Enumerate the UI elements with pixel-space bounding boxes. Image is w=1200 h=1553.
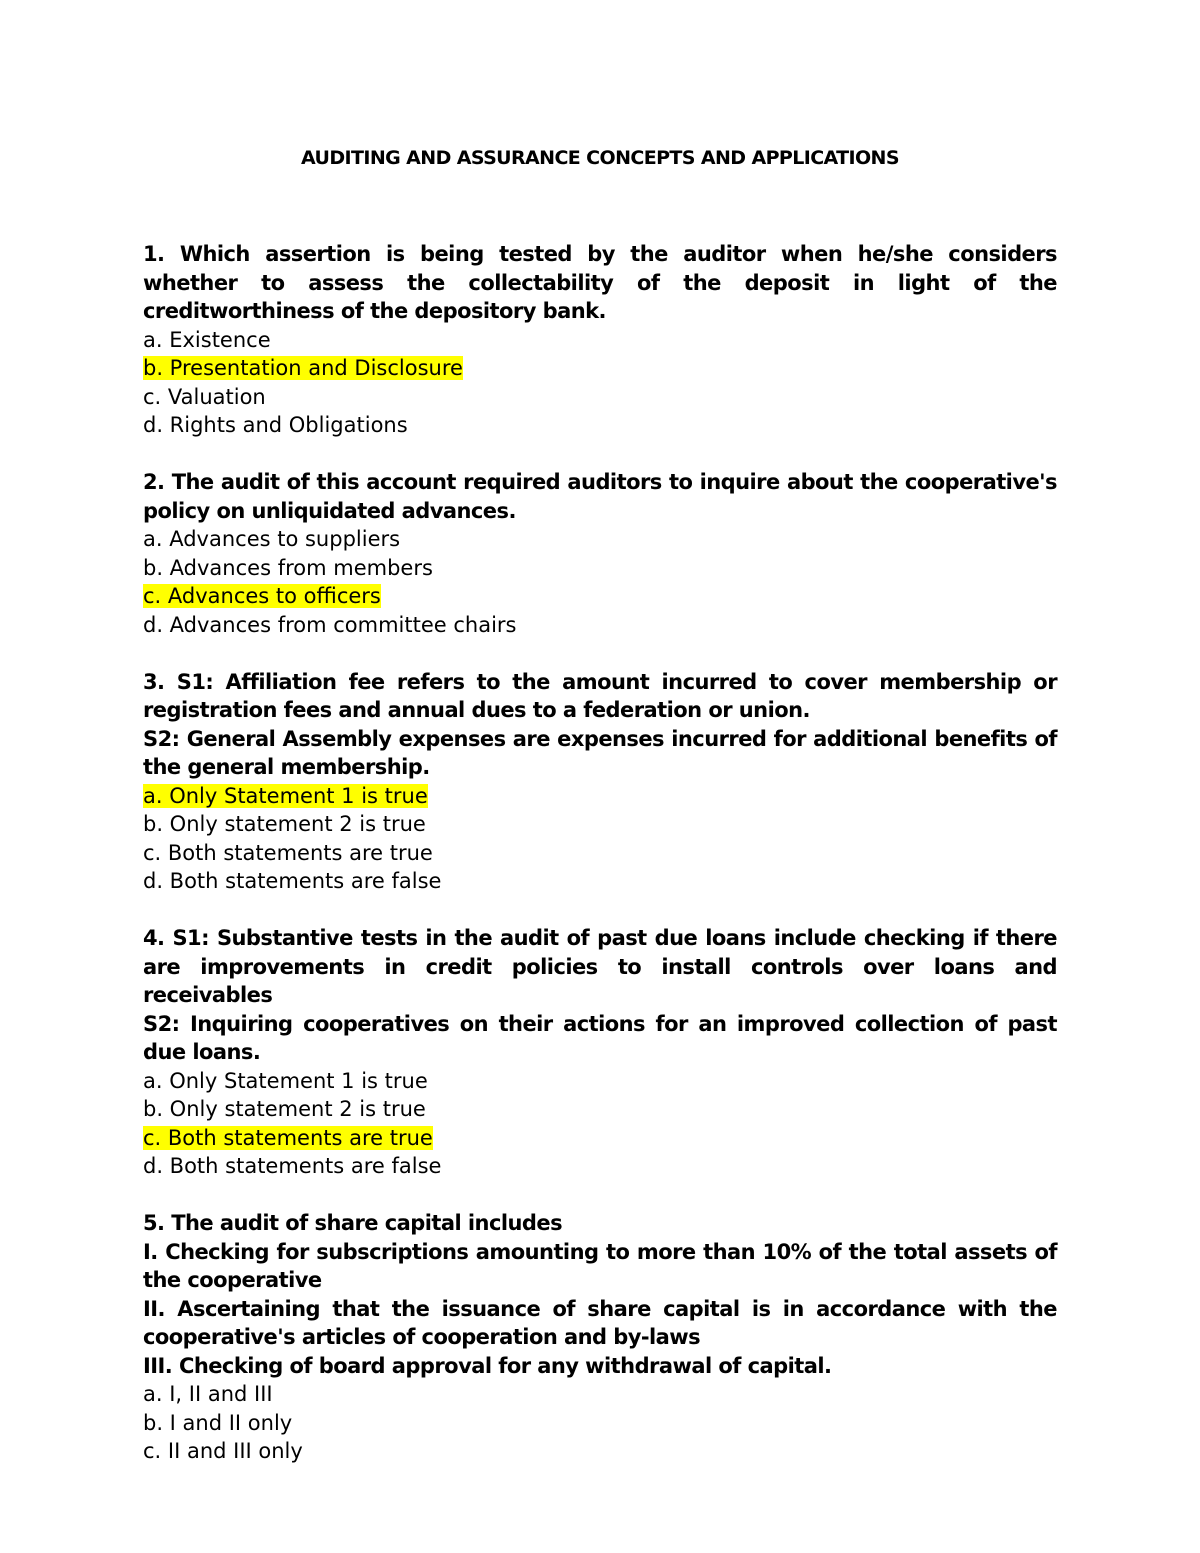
- answer-option-text: b. Only statement 2 is true: [143, 1097, 426, 1121]
- answer-option: [143, 810, 1057, 839]
- answer-option-text: c. II and III only: [143, 1439, 303, 1463]
- answer-option-text: c. Advances to officers: [143, 584, 381, 608]
- question-stem: 3. S1: Affiliation fee refers to the amount incurred to cover membership or registration fees and annual dues to a federation or union.: [143, 669, 1057, 722]
- question-list: [143, 240, 1057, 1466]
- question-statement: III. Checking of board approval for any withdrawal of capital.: [143, 1353, 832, 1378]
- answer-option-text: a. Advances to suppliers: [143, 527, 401, 551]
- answer-option-text: a. Only Statement 1 is true: [143, 783, 428, 808]
- answer-option-text: b. Advances from members: [143, 555, 433, 580]
- answer-option-text: b. Presentation and Disclosure: [143, 356, 463, 380]
- answer-option-text: d. Advances from committee chairs: [143, 612, 517, 637]
- question-statement: S2: Inquiring cooperatives on their actions for an improved collection of past due loans.: [143, 1011, 1057, 1064]
- answer-option: [143, 1152, 1057, 1181]
- answer-option-highlighted: [143, 782, 1057, 811]
- answer-option: [143, 1380, 1057, 1409]
- document-title: AUDITING AND ASSURANCE CONCEPTS AND APPLICATIONS: [301, 147, 899, 169]
- answer-option-text: a. Existence: [143, 327, 271, 352]
- question-1: [143, 240, 1057, 440]
- answer-option-highlighted: [143, 354, 1057, 383]
- answer-option-text: d. Both statements are false: [143, 1154, 442, 1178]
- answer-option: [143, 867, 1057, 896]
- answer-option-text: b. I and II only: [143, 1410, 293, 1435]
- question-5: [143, 1209, 1057, 1466]
- answer-option-text: d. Both statements are false: [143, 869, 442, 893]
- answer-option: [143, 411, 1057, 440]
- question-statement: I. Checking for subscriptions amounting to more than 10% of the total assets of the cooperative: [143, 1239, 1057, 1292]
- answer-option: [143, 839, 1057, 868]
- answer-option: [143, 554, 1057, 583]
- question-stem: 2. The audit of this account required auditors to inquire about the cooperative's policy on unliquidated advances.: [143, 470, 1057, 523]
- answer-option-text: c. Both statements are true: [143, 1125, 433, 1150]
- question-4: [143, 924, 1057, 1181]
- answer-option: [143, 1067, 1057, 1096]
- answer-option-text: d. Rights and Obligations: [143, 413, 408, 437]
- question-stem: 4. S1: Substantive tests in the audit of past due loans include checking if there are improvements in credit policies to install controls over loans and receivables: [143, 926, 1057, 1007]
- answer-option: [143, 1095, 1057, 1124]
- answer-option: [143, 383, 1057, 412]
- document-page: [143, 140, 1057, 1494]
- answer-option-text: a. I, II and III: [143, 1382, 273, 1406]
- question-statement: II. Ascertaining that the issuance of share capital is in accordance with the cooperative's articles of cooperation and by-laws: [143, 1296, 1057, 1349]
- answer-option-text: a. Only Statement 1 is true: [143, 1068, 428, 1093]
- question-stem: 1. Which assertion is being tested by the auditor when he/she considers whether to assess the collectability of the deposit in light of the creditworthiness of the depository bank.: [143, 242, 1057, 323]
- answer-option: [143, 525, 1057, 554]
- answer-option: [143, 1409, 1057, 1438]
- question-3: [143, 668, 1057, 896]
- question-stem: 5. The audit of share capital includes: [143, 1211, 563, 1235]
- answer-option-highlighted: [143, 1124, 1057, 1153]
- answer-option: [143, 1437, 1057, 1466]
- answer-option-text: c. Valuation: [143, 384, 266, 409]
- question-2: [143, 468, 1057, 639]
- question-statement: S2: General Assembly expenses are expenses incurred for additional benefits of the general membership.: [143, 726, 1057, 779]
- answer-option: [143, 611, 1057, 640]
- answer-option: [143, 326, 1057, 355]
- answer-option-text: b. Only statement 2 is true: [143, 812, 426, 836]
- answer-option-text: c. Both statements are true: [143, 840, 433, 865]
- answer-option-highlighted: [143, 582, 1057, 611]
